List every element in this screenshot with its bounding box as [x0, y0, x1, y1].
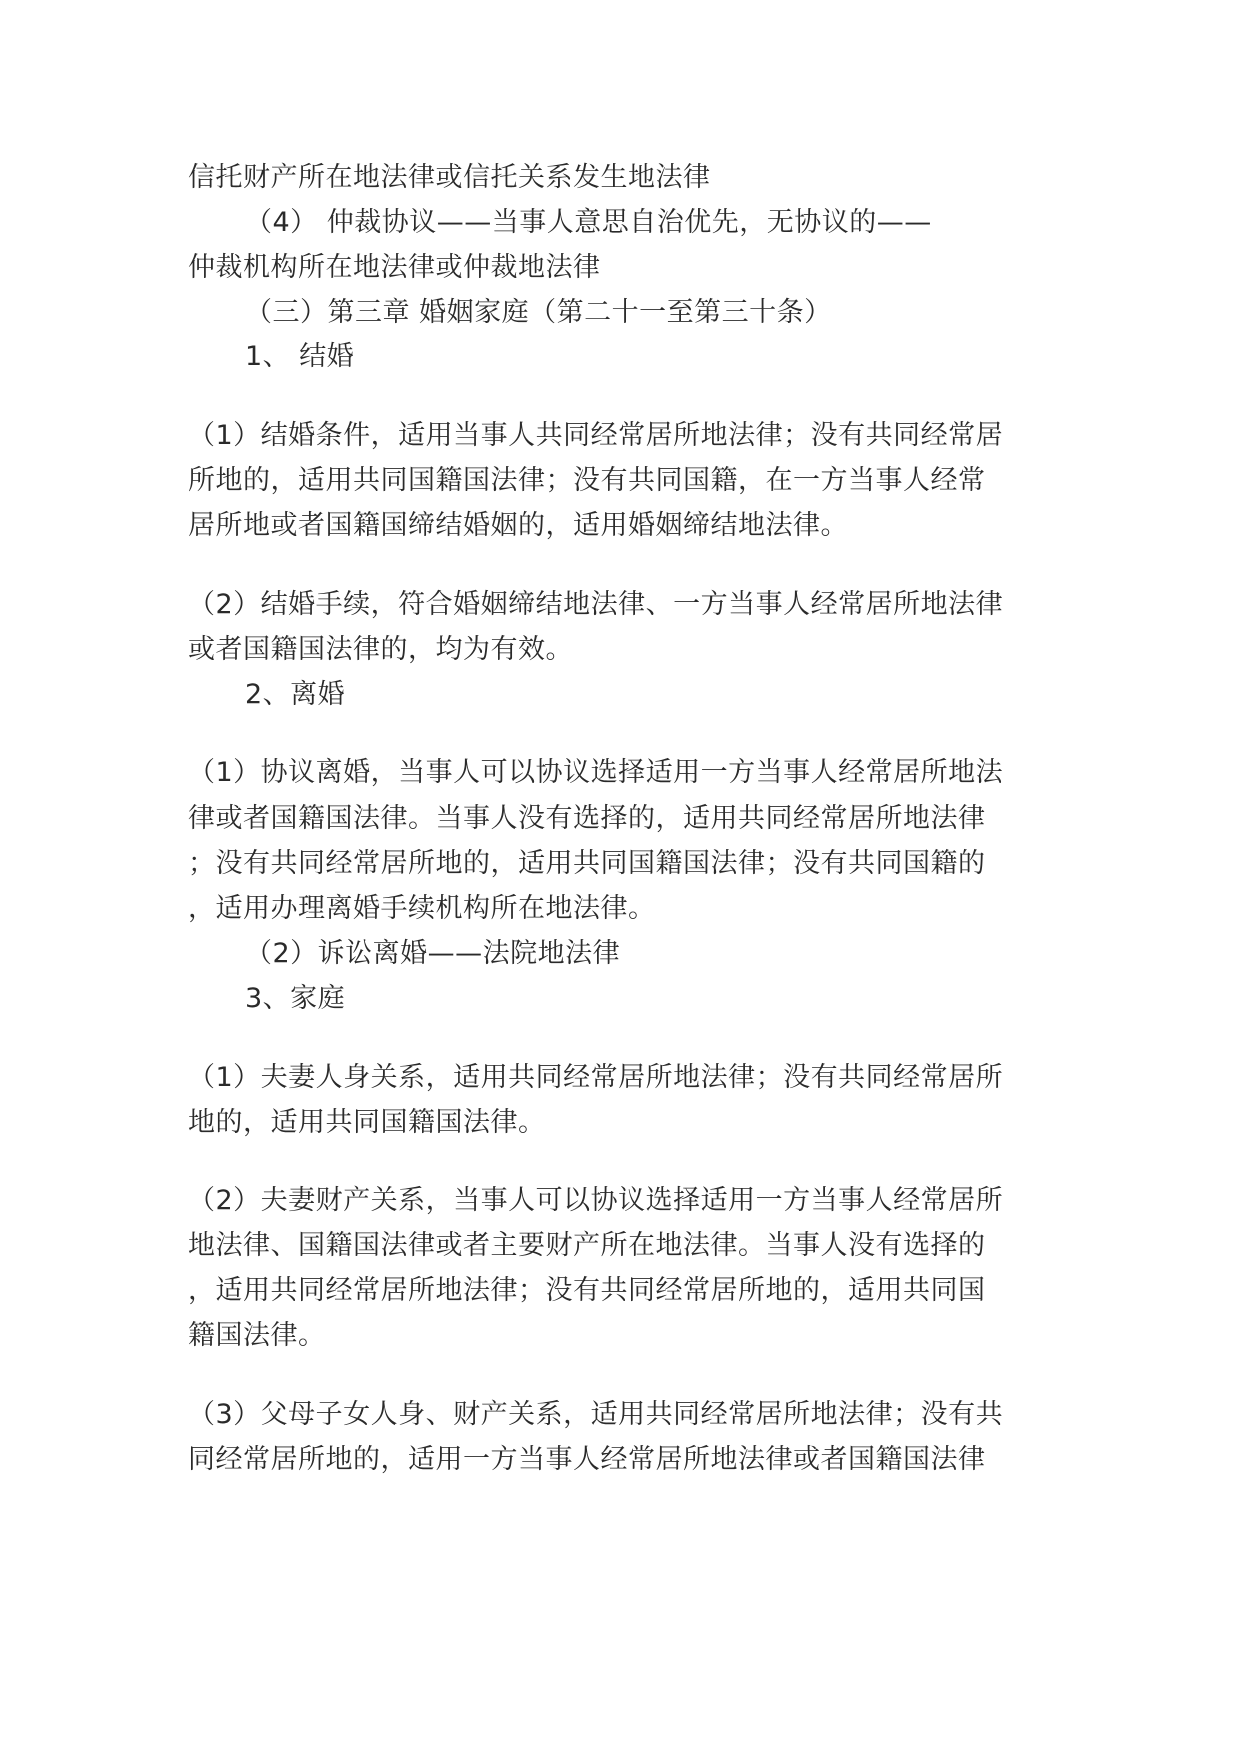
text-line: （2）夫妻财产关系，当事人可以协议选择适用一方当事人经常居所	[188, 1185, 1004, 1216]
text-line: 或者国籍国法律的，均为有效。	[188, 634, 573, 665]
text-line: 籍国法律。	[188, 1320, 326, 1351]
text-line: （2）结婚手续，符合婚姻缔结地法律、一方当事人经常居所地法律	[188, 589, 1004, 620]
text-line: （2）诉讼离婚——法院地法律	[245, 938, 621, 969]
text-line: 居所地或者国籍国缔结婚姻的，适用婚姻缔结地法律。	[188, 510, 848, 541]
text-line: （1）协议离婚，当事人可以协议选择适用一方当事人经常居所地法	[188, 757, 1004, 788]
text-line: 仲裁机构所在地法律或仲裁地法律	[188, 252, 601, 283]
text-line: ；没有共同经常居所地的，适用共同国籍国法律；没有共同国籍的	[188, 848, 986, 879]
text-line: （1）结婚条件，适用当事人共同经常居所地法律；没有共同经常居	[188, 420, 1004, 451]
text-line: ，适用办理离婚手续机构所在地法律。	[188, 893, 656, 924]
text-line: （3）父母子女人身、财产关系，适用共同经常居所地法律；没有共	[188, 1399, 1004, 1430]
text-line: 地的，适用共同国籍国法律。	[188, 1107, 546, 1138]
text-line: （1）夫妻人身关系，适用共同经常居所地法律；没有共同经常居所	[188, 1062, 1004, 1093]
text-line: 信托财产所在地法律或信托关系发生地法律	[188, 162, 711, 193]
text-line: 地法律、国籍国法律或者主要财产所在地法律。当事人没有选择的	[188, 1230, 986, 1261]
text-line: 所地的，适用共同国籍国法律；没有共同国籍，在一方当事人经常	[188, 465, 986, 496]
text-line: 律或者国籍国法律。当事人没有选择的，适用共同经常居所地法律	[188, 803, 986, 834]
subsection-heading: 2、离婚	[245, 679, 346, 710]
section-heading: （三）第三章 婚姻家庭（第二十一至第三十条）	[245, 297, 832, 328]
text-line: ，适用共同经常居所地法律；没有共同经常居所地的，适用共同国	[188, 1275, 986, 1306]
subsection-heading: 1、 结婚	[245, 341, 355, 372]
text-line: （4） 仲裁协议——当事人意思自治优先，无协议的——	[245, 207, 932, 238]
text-line: 同经常居所地的，适用一方当事人经常居所地法律或者国籍国法律	[188, 1444, 986, 1475]
subsection-heading: 3、家庭	[245, 983, 346, 1014]
